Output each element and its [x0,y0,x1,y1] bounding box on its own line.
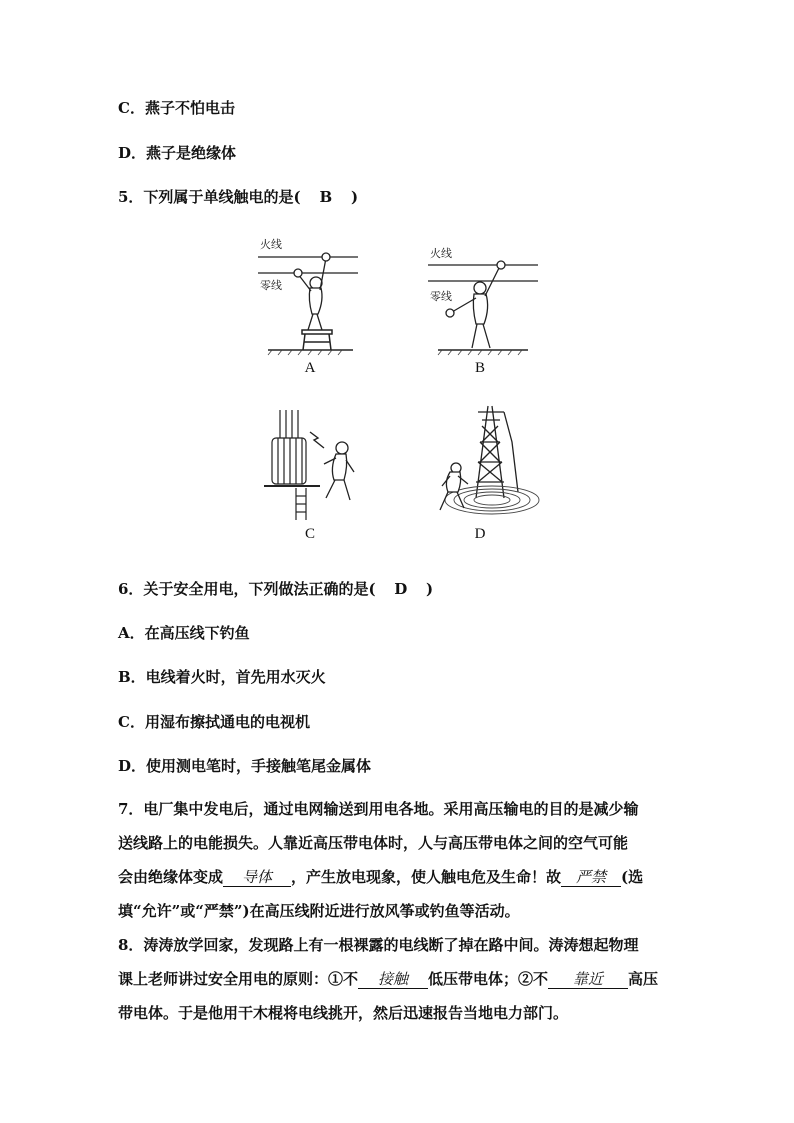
figure-a-illustration [258,238,358,360]
figure-d-tower [476,406,518,498]
q8-answer-blank-2: 靠近 [548,970,628,989]
q6-stem [118,578,433,599]
figure-c-person [324,442,354,500]
q8-row-2 [118,962,678,996]
figure-b-illustration [428,238,538,360]
figure-d-caption: D [474,526,486,542]
figure-a-live-label: 火线 [260,238,282,251]
figure-c-spark [310,432,324,448]
figure-d-person [440,463,468,510]
q4-option-d: D．燕子是绝缘体 [118,144,237,162]
q5-answer: B [319,188,333,206]
q8-row-2-text-a: 课上老师讲过安全用电的原则：①不 [118,970,359,988]
q7-answer-blank-2: 严禁 [561,868,621,887]
q7-row-3-text-c: (选 [621,868,644,886]
figure-b-person [446,261,505,348]
figure-a-neutral-label: 零线 [260,279,282,292]
q7-row-4: 填“允许”或“严禁”)在高压线附近进行放风筝或钓鱼等活动。 [118,902,520,920]
q5-stem [118,186,358,207]
figure-c-caption: C [304,526,315,542]
q6-suffix: ) [426,580,434,598]
q4-option-c: C．燕子不怕电击 [118,99,235,117]
q8-paragraph [118,928,678,1030]
figure-c-transformer [264,410,320,520]
q6-answer: D [394,580,408,598]
q8-row-2-text-b: 低压带电体；②不 [428,970,549,988]
figure-b-caption: B [474,360,485,376]
q6-option-b: B．电线着火时，首先用水灭火 [118,668,326,686]
figure-a-stool [302,330,332,350]
figure-b-neutral-label: 零线 [430,290,452,303]
q6-option-a: A．在高压线下钓鱼 [118,624,250,642]
q6-option-d: D．使用测电笔时，手接触笔尾金属体 [118,757,372,775]
q7-row-3 [118,860,678,894]
q7-row-1: 7．电厂集中发电后，通过电网输送到用电各地。采用高压输电的目的是减少输 [118,800,639,818]
q7-row-2: 送线路上的电能损失。人靠近高压带电体时，人与高压带电体之间的空气可能 [118,834,629,852]
q7-paragraph [118,792,678,928]
q5-suffix: ) [351,188,359,206]
figure-a-caption: A [304,360,316,376]
q7-answer-blank-1: 导体 [223,868,291,887]
q6-prefix: 6．关于安全用电，下列做法正确的是( [118,580,376,598]
q8-row-1: 8．涛涛放学回家，发现路上有一根裸露的电线断了掉在路中间。涛涛想起物理 [118,936,639,954]
q8-row-3: 带电体。于是他用干木棍将电线挑开，然后迅速报告当地电力部门。 [118,1004,569,1022]
figure-c-illustration [262,408,362,526]
q6-option-c: C．用湿布擦拭通电的电视机 [118,713,310,731]
q8-answer-blank-1: 接触 [358,970,428,989]
figure-d-illustration [430,402,540,526]
q8-row-2-text-c: 高压 [628,970,659,988]
figure-b-live-label: 火线 [430,247,452,260]
q7-row-3-text-b: ，产生放电现象，使人触电危及生命！故 [291,868,562,886]
q7-row-3-text-a: 会由绝缘体变成 [118,868,224,886]
figure-a-person [294,253,330,330]
q5-prefix: 5．下列属于单线触电的是( [118,188,301,206]
